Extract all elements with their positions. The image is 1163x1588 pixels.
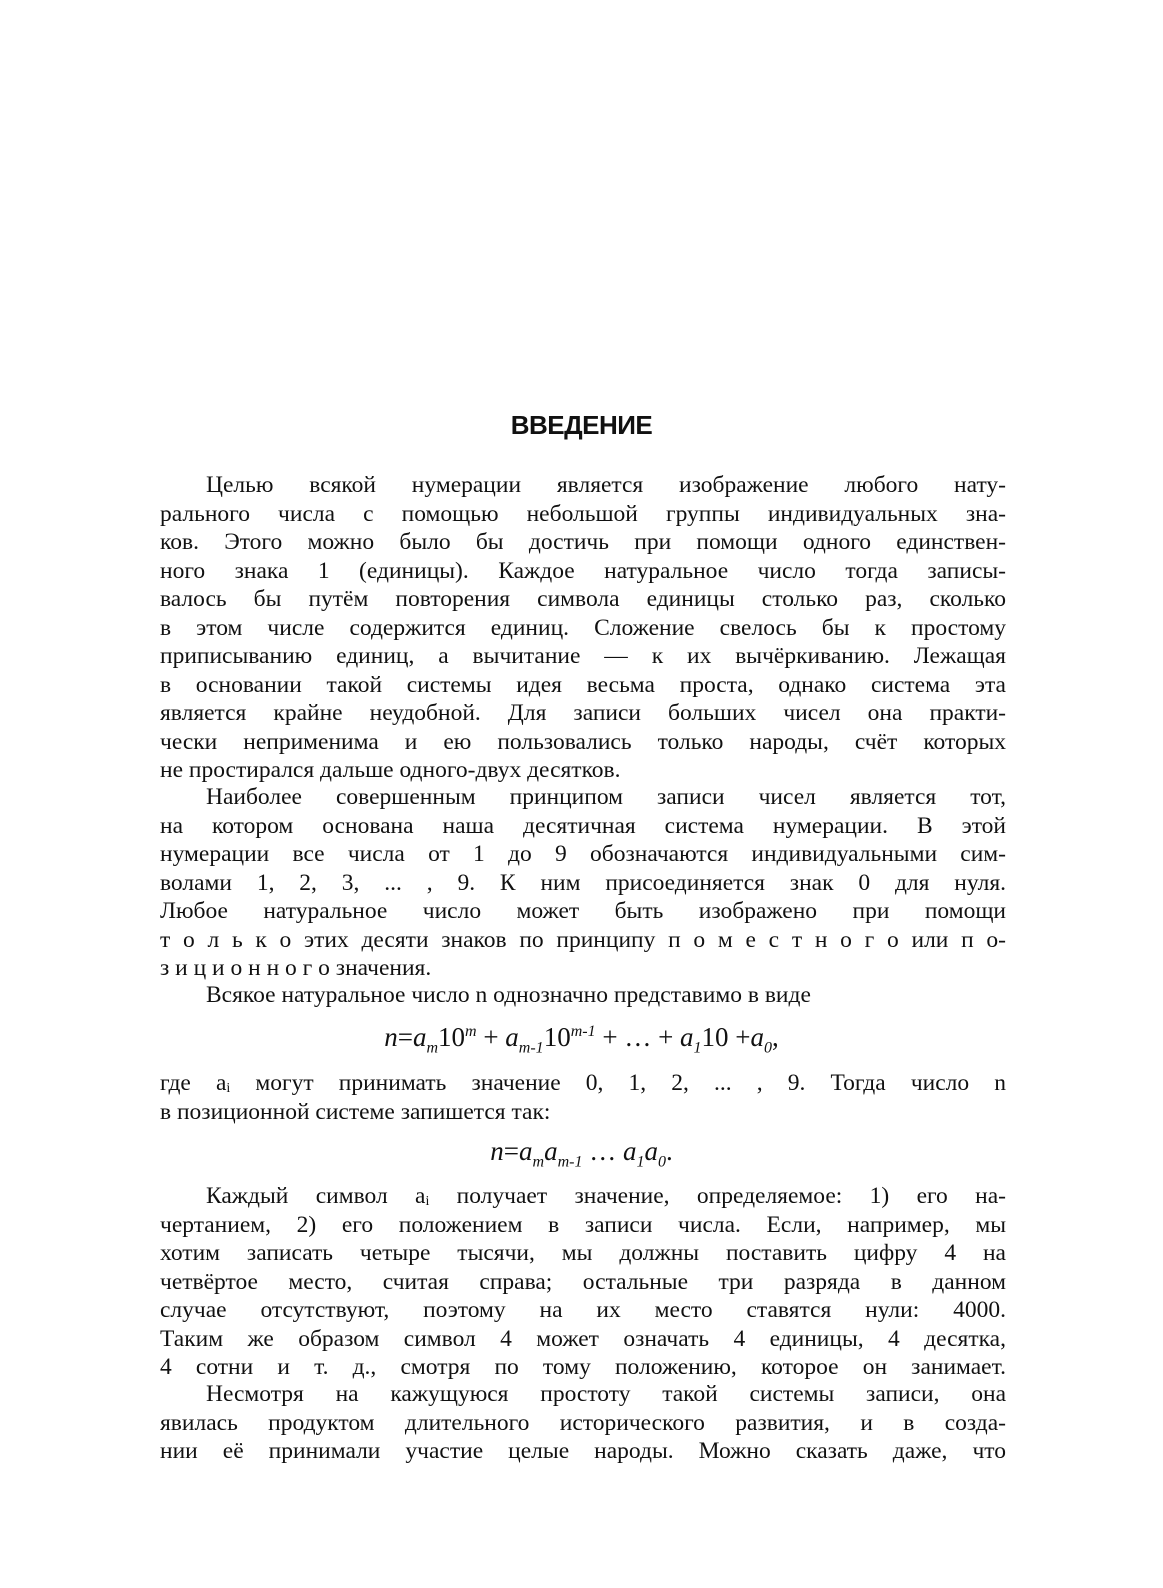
text-line: Всякое натуральное число n однозначно представимо в виде	[206, 982, 811, 1008]
text-line: рального числа с помощью небольшой группы индивидуальных зна-	[160, 500, 1006, 527]
text-line: з и ц и о н н о г о значения.	[160, 955, 432, 981]
text-line: не простирался дальше одного-двух десятков.	[160, 757, 621, 783]
formula-expansion: $n=a_m10^m + a_{m-1}10^{m-1}$ + … + $a_110 +a_0$,	[384, 1022, 779, 1057]
text-line: ного знака 1 (единицы). Каждое натуральное число тогда записы-	[160, 557, 1006, 584]
text-line: Несмотря на кажущуюся простоту такой системы записи, она	[206, 1381, 1006, 1407]
text-line: т о л ь к о этих десяти знаков по принципу п о м е с т н о г о или п о-	[160, 926, 1006, 953]
text-line: Таким же образом символ 4 может означать 4 единицы, 4 десятка,	[160, 1325, 1006, 1352]
text-line: является крайне неудобной. Для записи больших чисел она практи-	[160, 700, 1006, 726]
paragraph-5	[160, 1182, 1006, 1382]
text-line: валось бы путём повторения символа единицы столько раз, сколько	[160, 586, 1006, 612]
text-line: Любое натуральное число может быть изображено при помощи	[160, 898, 1006, 924]
text-line: четвёртое место, считая справа; остальные три разряда в данном	[160, 1268, 1006, 1295]
text-line: чески неприменима и ею пользовались только народы, счёт которых	[160, 728, 1006, 755]
text-line: на котором основана наша десятичная система нумерации. В этой	[160, 812, 1006, 839]
text-line: чертанием, 2) его положением в записи числа. Если, например, мы	[160, 1211, 1006, 1238]
formula-positional: $n=a_ma_{m-1}$ … $a_1a_0$.	[490, 1136, 673, 1171]
text-line: Целью всякой нумерации является изображение любого нату-	[206, 472, 1006, 498]
text-line: в позиционной системе запишется так:	[160, 1098, 551, 1125]
text-line: 4 сотни и т. д., смотря по тому положению, которое он занимает.	[160, 1354, 1006, 1380]
text-line: где aᵢ могут принимать значение 0, 1, 2, ... , 9. Тогда число n	[160, 1070, 1006, 1096]
text-line: Каждый символ aᵢ получает значение, определяемое: 1) его на-	[206, 1183, 1006, 1209]
text-line: явилась продуктом длительного исторического развития, и в созда-	[160, 1409, 1006, 1436]
text-line: приписыванию единиц, а вычитание — к их вычёркиванию. Лежащая	[160, 643, 1006, 669]
paragraph-2	[160, 783, 1006, 983]
text-line: Наиболее совершенным принципом записи чисел является тот,	[206, 784, 1006, 810]
text-line: ков. Этого можно было бы достичь при помощи одного единствен-	[160, 529, 1006, 555]
text-line: случае отсутствуют, поэтому на их место ставятся нули: 4000.	[160, 1297, 1006, 1323]
text-line: в этом числе содержится единиц. Сложение свелось бы к простому	[160, 614, 1006, 641]
text-line: нии её принимали участие целые народы. Можно сказать даже, что	[160, 1438, 1006, 1464]
paragraph-6	[160, 1380, 1006, 1466]
paragraph-3	[160, 981, 1006, 1010]
chapter-title: ВВЕДЕНИЕ	[510, 410, 653, 440]
text-line: волами 1, 2, 3, ... , 9. К ним присоединяется знак 0 для нуля.	[160, 869, 1006, 896]
paragraph-4	[160, 1069, 1006, 1126]
paragraph-1	[160, 471, 1006, 785]
text-line: хотим записать четыре тысячи, мы должны поставить цифру 4 на	[160, 1240, 1006, 1266]
text-line: нумерации все числа от 1 до 9 обозначаются индивидуальными сим-	[160, 841, 1006, 867]
text-line: в основании такой системы идея весьма проста, однако система эта	[160, 671, 1006, 698]
